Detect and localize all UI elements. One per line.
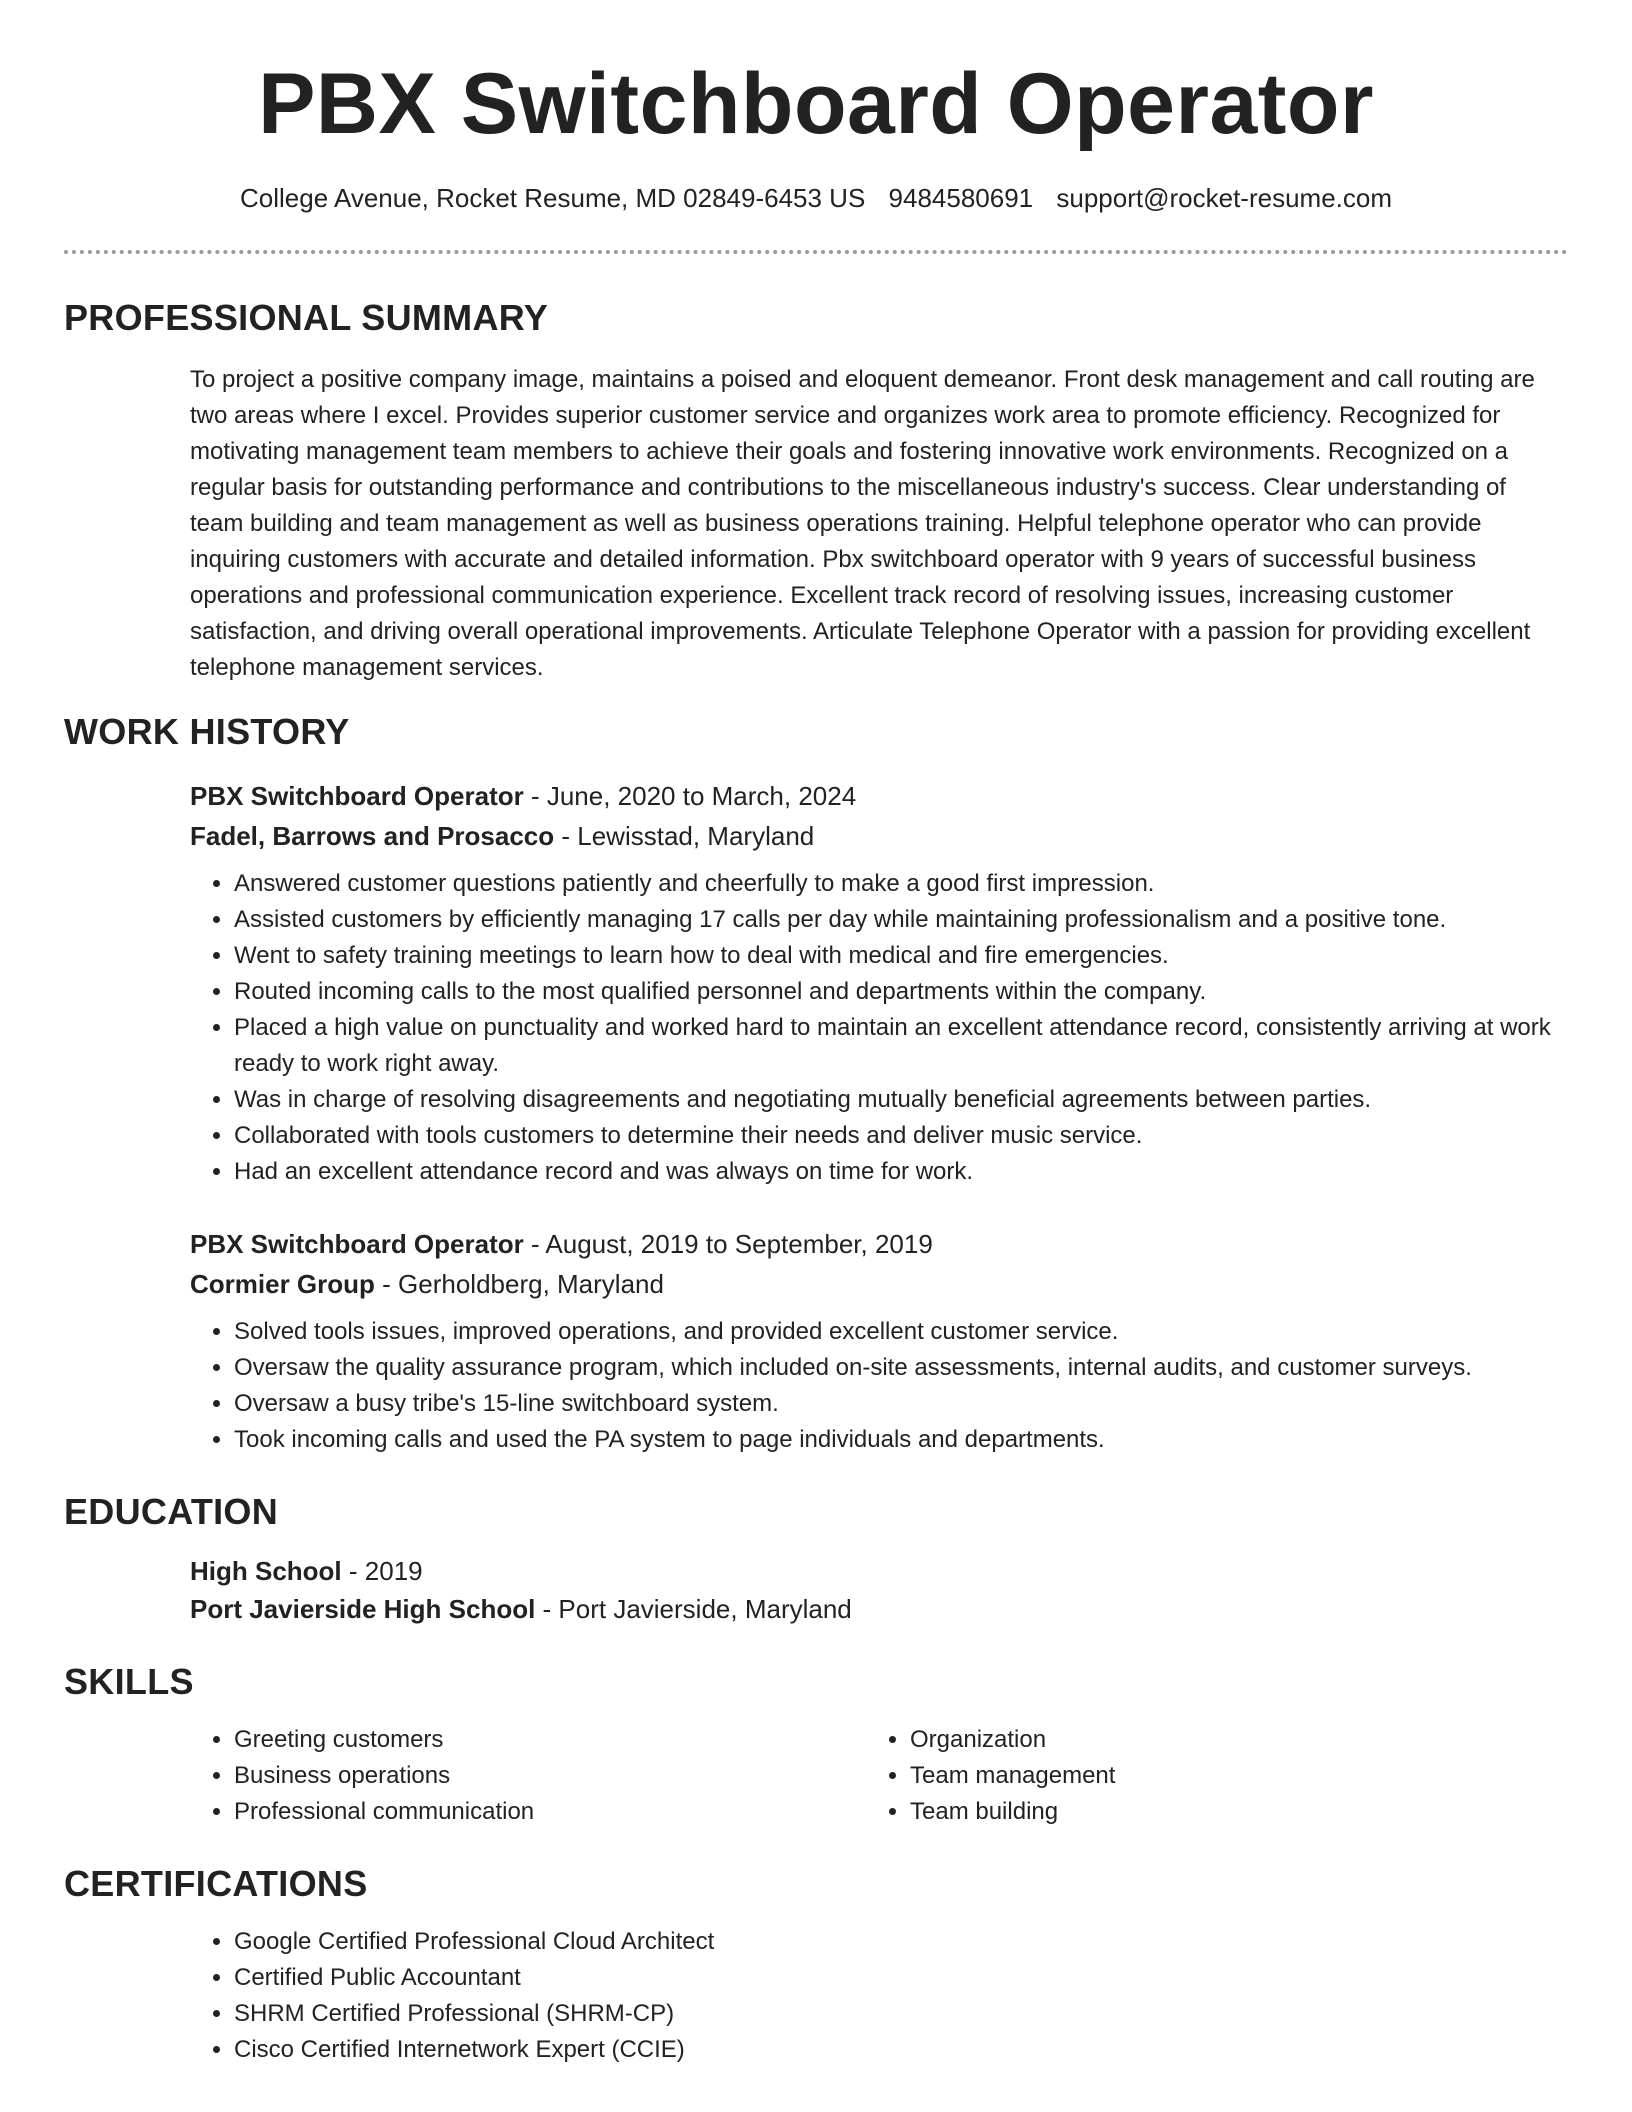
job-duties (190, 866, 1560, 1190)
education-school: Port Javierside High School (190, 1594, 536, 1624)
education-year: - 2019 (341, 1556, 423, 1586)
list-item: • Oversaw a busy tribe's 15-line switchboard system. (234, 1386, 1560, 1422)
education-degree-line (190, 1552, 1560, 1590)
education-school-line (190, 1590, 1560, 1628)
list-item: • Certified Public Accountant (234, 1960, 1560, 1996)
list-item: • Google Certified Professional Cloud Architect (234, 1924, 1560, 1960)
skills-list (190, 1722, 830, 1830)
header-divider (64, 250, 1568, 254)
list-item: • Organization (910, 1722, 1506, 1758)
education-degree: High School (190, 1556, 342, 1586)
list-item: • Oversaw the quality assurance program, which included on-site assessments, internal audits, and customer surveys. (234, 1350, 1560, 1386)
candidate-name: PBX Switchboard Operator (258, 56, 1374, 152)
skills-column-left (190, 1722, 830, 1830)
education-entry (190, 1552, 1560, 1628)
job-role: PBX Switchboard Operator (190, 1229, 524, 1259)
job-duties (190, 1314, 1560, 1458)
job-entry (190, 776, 1560, 1190)
job-dates: - June, 2020 to March, 2024 (523, 781, 857, 811)
certifications-list (190, 1924, 1560, 2068)
job-entry (190, 1224, 1560, 1458)
job-company: Cormier Group (190, 1269, 375, 1299)
list-item: • Collaborated with tools customers to determine their needs and deliver music service. (234, 1118, 1560, 1154)
list-item: • Solved tools issues, improved operations, and provided excellent customer service. (234, 1314, 1560, 1350)
job-location: - Lewisstad, Maryland (554, 821, 815, 851)
list-item: • Took incoming calls and used the PA system to page individuals and departments. (234, 1422, 1560, 1458)
section-title-summary: PROFESSIONAL SUMMARY (64, 297, 549, 338)
list-item: • Professional communication (234, 1794, 830, 1830)
list-item: • Assisted customers by efficiently managing 17 calls per day while maintaining professionalism and a positive tone. (234, 902, 1560, 938)
list-item: • Business operations (234, 1758, 830, 1794)
job-title-line (190, 1224, 1560, 1264)
list-item: • Team management (910, 1758, 1506, 1794)
list-item: • Routed incoming calls to the most qualified personnel and departments within the company. (234, 974, 1560, 1010)
job-company: Fadel, Barrows and Prosacco (190, 821, 555, 851)
contact-address: College Avenue, Rocket Resume, MD 02849-6453 US (239, 183, 866, 213)
contact-line (0, 180, 1632, 216)
job-dates: - August, 2019 to September, 2019 (523, 1229, 933, 1259)
job-company-line (190, 1264, 1560, 1304)
skills-list (866, 1722, 1506, 1830)
section-title-skills: SKILLS (64, 1661, 194, 1702)
job-company-line (190, 816, 1560, 856)
list-item: • Team building (910, 1794, 1506, 1830)
list-item: • SHRM Certified Professional (SHRM-CP) (234, 1996, 1560, 2032)
list-item: • Greeting customers (234, 1722, 830, 1758)
contact-phone: 9484580691 (888, 183, 1034, 213)
section-title-certifications: CERTIFICATIONS (64, 1863, 368, 1904)
education-location: - Port Javierside, Maryland (535, 1594, 852, 1624)
contact-email: support@rocket-resume.com (1056, 183, 1393, 213)
list-item: • Was in charge of resolving disagreements and negotiating mutually beneficial agreements between parties. (234, 1082, 1560, 1118)
job-role: PBX Switchboard Operator (190, 781, 524, 811)
job-title-line (190, 776, 1560, 816)
summary-text: To project a positive company image, maintains a poised and eloquent demeanor. Front desk management and call routing are two areas where I excel. Provides superior customer service and organizes work area to promote efficiency. Recognized for motivating management team members to achieve their goals and fostering innovative work environments. Recognized on a regular basis for outstanding performance and contributions to the miscellaneous industry's success. Clear understanding of team building and team management as well as business operations training. Helpful telephone operator who can provide inquiring customers with accurate and detailed information. Pbx switchboard operator with 9 years of successful business operations and professional communication experience. Excellent track record of resolving issues, increasing customer satisfaction, and driving overall operational improvements. Articulate Telephone Operator with a passion for providing excellent telephone management services. (190, 366, 1535, 681)
skills-column-right (866, 1722, 1506, 1830)
section-title-education: EDUCATION (64, 1491, 279, 1532)
list-item: • Answered customer questions patiently and cheerfully to make a good first impression. (234, 866, 1560, 902)
job-location: - Gerholdberg, Maryland (374, 1269, 664, 1299)
list-item: • Cisco Certified Internetwork Expert (CCIE) (234, 2032, 1560, 2068)
list-item: • Had an excellent attendance record and was always on time for work. (234, 1154, 1560, 1190)
summary-block (190, 362, 1560, 686)
list-item: • Went to safety training meetings to learn how to deal with medical and fire emergencies. (234, 938, 1560, 974)
certifications-block (190, 1924, 1560, 2068)
section-title-work: WORK HISTORY (64, 711, 350, 752)
list-item: • Placed a high value on punctuality and worked hard to maintain an excellent attendance record, consistently arriving at work ready to work right away. (234, 1010, 1560, 1082)
